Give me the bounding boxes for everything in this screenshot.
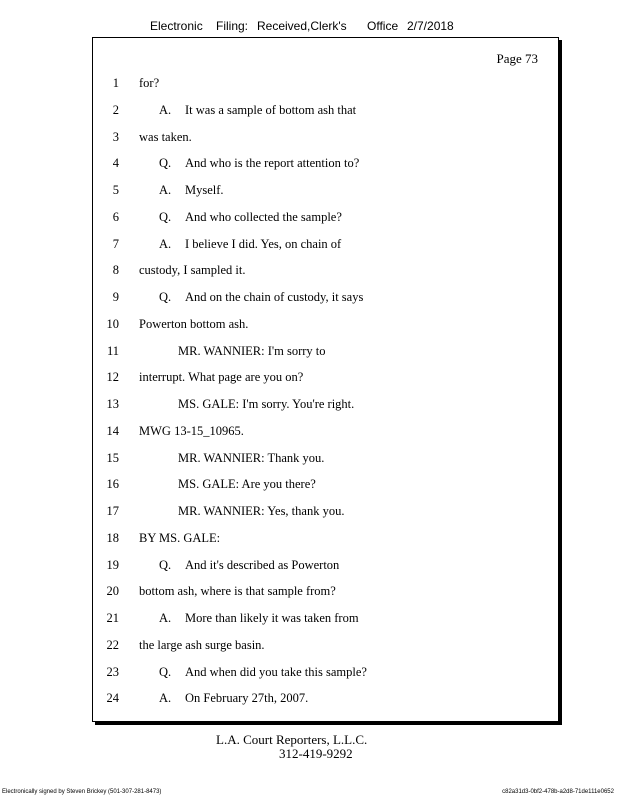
line-content: And on the chain of custody, it says: [185, 290, 364, 304]
qa-marker: A.: [159, 183, 172, 197]
transcript-line: [93, 181, 553, 199]
line-content: MS. GALE: I'm sorry. You're right.: [178, 397, 355, 411]
line-content: the large ash surge basin.: [139, 637, 265, 652]
line-content: More than likely it was taken from: [185, 611, 359, 625]
line-content: custody, I sampled it.: [139, 263, 246, 278]
transcript-line: [93, 609, 553, 627]
line-number: 20: [106, 584, 119, 599]
footer-firm: L.A. Court Reporters, L.L.C.: [216, 732, 368, 747]
line-content: I believe I did. Yes, on chain of: [185, 236, 342, 251]
qa-marker: Q.: [159, 209, 172, 224]
line-number: 18: [106, 530, 119, 545]
transcript-line: [93, 288, 553, 306]
transcript-line: [93, 422, 553, 440]
qa-marker: A.: [159, 102, 172, 117]
transcript-line: [93, 208, 553, 226]
transcript-line: [93, 689, 553, 707]
transcript-line: [93, 128, 553, 146]
line-text: [159, 181, 224, 199]
transcript-line: [93, 502, 553, 520]
line-content: BY MS. GALE:: [139, 530, 221, 545]
line-text: [139, 74, 159, 92]
line-content: MR. WANNIER: Yes, thank you.: [178, 504, 345, 518]
line-content: It was a sample of bottom ash that: [185, 102, 357, 117]
line-text: [159, 154, 359, 172]
line-content: And who is the report attention to?: [185, 156, 360, 171]
line-text: [178, 475, 316, 493]
line-number: 13: [106, 397, 119, 411]
line-text: [178, 502, 344, 520]
line-content: MR. WANNIER: Thank you.: [178, 450, 325, 465]
line-text: [178, 449, 324, 467]
line-text: [139, 368, 303, 386]
line-number: 23: [106, 664, 119, 679]
qa-marker: A.: [159, 236, 172, 251]
transcript-line: [93, 556, 553, 574]
filing-header-date: 2/7/2018: [407, 19, 454, 33]
line-content: for?: [139, 76, 160, 90]
qa-marker: Q.: [159, 290, 172, 304]
line-number: 19: [106, 557, 119, 572]
line-text: [139, 529, 220, 547]
transcript-line: [93, 663, 553, 681]
transcript-line: [93, 636, 553, 654]
footer-phone: 312-419-9292: [279, 746, 353, 761]
line-text: [178, 395, 354, 413]
transcript-line: [93, 582, 553, 600]
transcript-page: [92, 37, 559, 722]
line-number: 2: [112, 102, 119, 117]
line-content: MS. GALE: Are you there?: [178, 477, 316, 492]
transcript-line: [93, 475, 553, 493]
transcript-line: [93, 368, 553, 386]
line-text: [159, 556, 339, 574]
transcript-line: [93, 449, 553, 467]
line-text: [178, 342, 326, 360]
line-number: 4: [112, 156, 119, 171]
filing-header-office: Office: [367, 19, 399, 33]
line-number: 15: [106, 450, 119, 465]
line-number: 1: [112, 76, 119, 90]
line-content: interrupt. What page are you on?: [139, 370, 304, 385]
transcript-line: [93, 395, 553, 413]
transcript-line: [93, 342, 553, 360]
qa-marker: A.: [159, 611, 172, 625]
transcript-line: [93, 101, 553, 119]
line-number: 5: [112, 183, 119, 197]
line-content: MR. WANNIER: I'm sorry to: [178, 343, 326, 358]
qa-marker: Q.: [159, 664, 172, 679]
transcript-line: [93, 74, 553, 92]
page-number: Page 73: [496, 51, 538, 66]
line-text: [139, 582, 336, 600]
line-text: [139, 261, 245, 279]
line-text: [139, 128, 192, 146]
line-content: MWG 13-15_10965.: [139, 423, 244, 438]
qa-marker: A.: [159, 691, 172, 706]
line-number: 16: [106, 477, 119, 492]
e-signature-label: Electronically signed by Steven Brickey (501-307-281-8473): [2, 789, 162, 795]
line-number: 17: [106, 504, 119, 518]
transcript-line: [93, 154, 553, 172]
filing-header-received: Received,Clerk's: [257, 19, 347, 33]
line-content: Myself.: [185, 183, 224, 197]
line-number: 7: [112, 236, 119, 251]
line-text: [139, 422, 244, 440]
line-number: 12: [106, 370, 119, 385]
line-text: [159, 235, 341, 253]
qa-marker: Q.: [159, 156, 172, 171]
transcript-line: [93, 235, 553, 253]
line-number: 24: [106, 691, 119, 706]
line-content: And it's described as Powerton: [185, 557, 340, 572]
line-text: [139, 636, 265, 654]
line-text: [159, 663, 367, 681]
line-text: [159, 208, 342, 226]
line-content: And who collected the sample?: [185, 209, 342, 224]
line-content: bottom ash, where is that sample from?: [139, 584, 336, 599]
line-content: And when did you take this sample?: [185, 664, 367, 679]
transcript-line: [93, 315, 553, 333]
line-content: was taken.: [139, 129, 192, 144]
line-text: [159, 609, 359, 627]
line-number: 22: [106, 637, 119, 652]
line-number: 21: [106, 611, 119, 625]
line-text: [139, 315, 248, 333]
line-text: [159, 689, 308, 707]
document-hash: c82a31d3-0bf2-478b-a2d8-71de111e0652: [502, 789, 614, 795]
line-number: 14: [106, 423, 119, 438]
line-number: 3: [112, 129, 119, 144]
qa-marker: Q.: [159, 557, 172, 572]
filing-header-filing: Filing:: [216, 19, 249, 33]
line-text: [159, 101, 356, 119]
transcript-line: [93, 261, 553, 279]
line-text: [159, 288, 363, 306]
filing-header: [0, 19, 618, 37]
filing-header-electronic: Electronic: [150, 19, 203, 33]
line-content: Powerton bottom ash.: [139, 316, 249, 331]
line-number: 6: [112, 209, 119, 224]
line-number: 9: [112, 290, 119, 304]
line-number: 8: [112, 263, 119, 278]
transcript-line: [93, 529, 553, 547]
line-number: 11: [106, 343, 119, 358]
line-content: On February 27th, 2007.: [185, 691, 309, 706]
line-number: 10: [106, 316, 119, 331]
